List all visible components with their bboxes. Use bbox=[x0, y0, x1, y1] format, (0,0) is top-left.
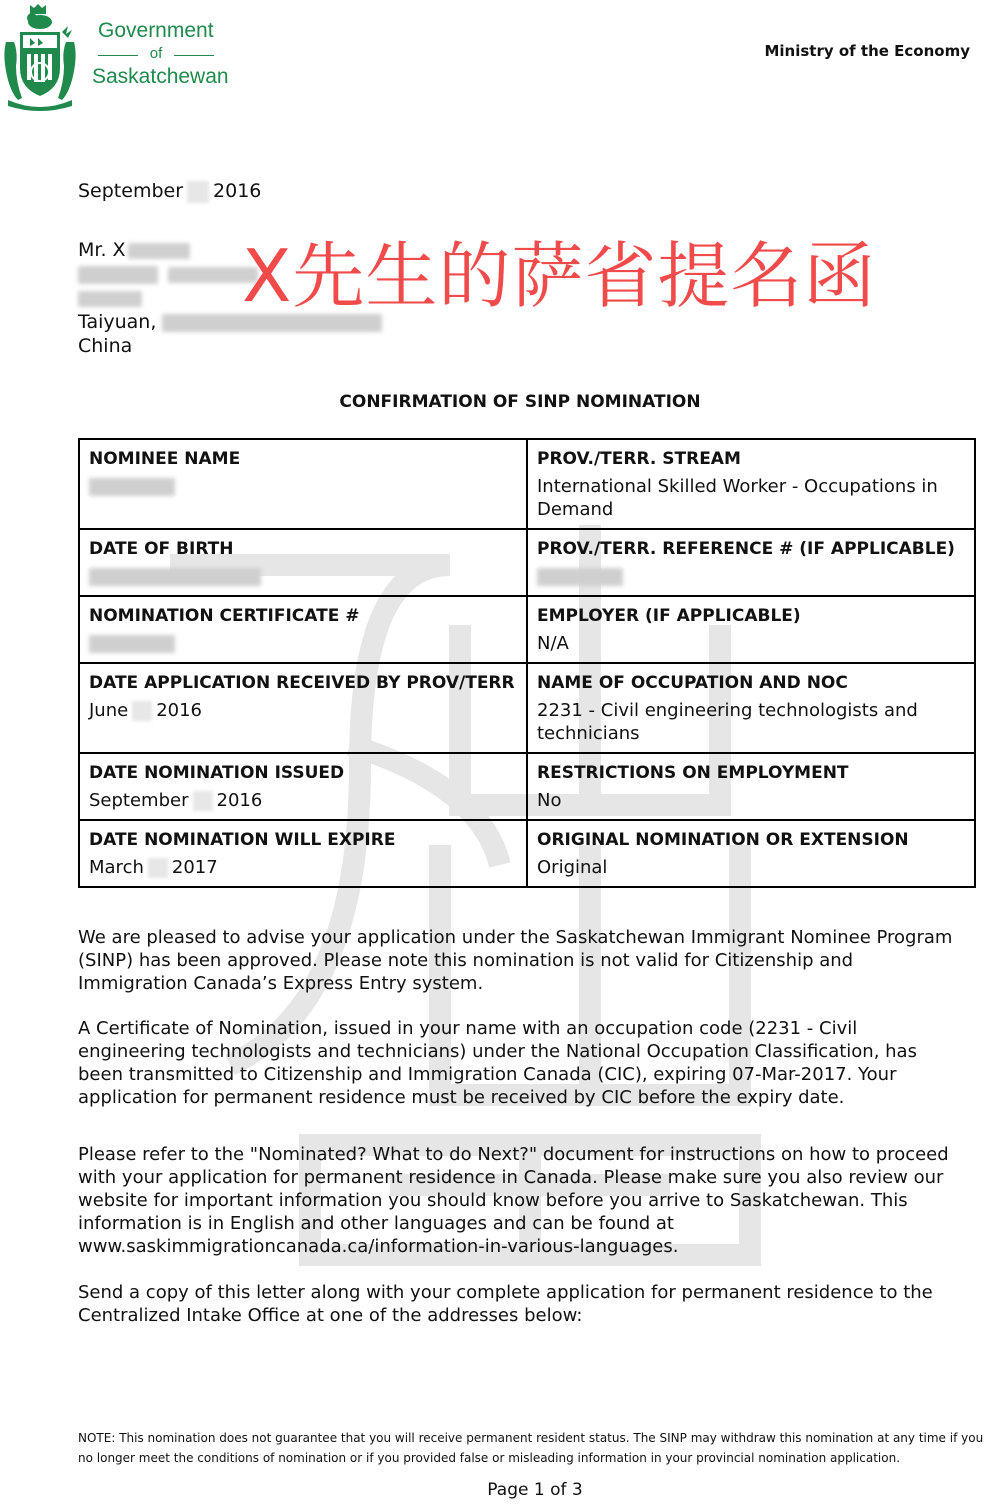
cell-stream bbox=[527, 439, 975, 529]
received-month: June bbox=[89, 700, 129, 721]
letter-date bbox=[78, 180, 261, 203]
cell-label: DATE APPLICATION RECEIVED BY PROV/TERR bbox=[89, 673, 515, 693]
document-title: CONFIRMATION OF SINP NOMINATION bbox=[339, 392, 701, 412]
wordmark-line3: Saskatchewan bbox=[92, 65, 229, 88]
expires-year: 2017 bbox=[171, 857, 218, 878]
table-row bbox=[79, 596, 975, 663]
redacted-name bbox=[128, 243, 190, 259]
paragraph-certificate: A Certificate of Nomination, issued in your name with an occupation code (2231 - Civil engineering technologists and technicians) under the National Occupation Classification, has been transmitted to Citizenship and Immigration Canada (CIC), expiring 07-Mar-2017. Your application for permanent residence must be received by CIC before the expiry date. bbox=[78, 1018, 917, 1108]
cell-value: No bbox=[537, 790, 562, 811]
paragraph-send-copy: Send a copy of this letter along with your complete application for permanent residence to the Centralized Intake Office at one of the addresses below: bbox=[78, 1282, 933, 1326]
recipient-country: China bbox=[78, 335, 133, 357]
issued-month: September bbox=[89, 790, 189, 811]
cell-nominee-name bbox=[79, 439, 527, 529]
issued-year: 2016 bbox=[216, 790, 263, 811]
nomination-details-table bbox=[78, 438, 976, 888]
redacted-dob bbox=[89, 568, 261, 586]
cell-label: NOMINATION CERTIFICATE # bbox=[89, 606, 360, 626]
letter-date-month: September bbox=[78, 180, 184, 202]
cell-value: International Skilled Worker - Occupations in Demand bbox=[537, 476, 938, 520]
redacted-address-3 bbox=[78, 291, 142, 307]
table-row bbox=[79, 529, 975, 596]
overlay-annotation: X先生的萨省提名函 bbox=[242, 234, 877, 318]
cell-label: PROV./TERR. STREAM bbox=[537, 449, 741, 469]
redacted-certificate bbox=[89, 635, 175, 653]
cell-label: RESTRICTIONS ON EMPLOYMENT bbox=[537, 763, 849, 783]
cell-value: N/A bbox=[537, 633, 569, 654]
received-year: 2016 bbox=[156, 700, 203, 721]
cell-expires bbox=[79, 820, 527, 887]
cell-employer bbox=[527, 596, 975, 663]
redacted-reference bbox=[537, 568, 623, 586]
cell-label: PROV./TERR. REFERENCE # (IF APPLICABLE) bbox=[537, 539, 955, 559]
cell-label: NOMINEE NAME bbox=[89, 449, 241, 469]
cell-issued bbox=[79, 753, 527, 820]
cell-restrictions bbox=[527, 753, 975, 820]
cell-label: ORIGINAL NOMINATION OR EXTENSION bbox=[537, 830, 909, 850]
redacted-address-1 bbox=[78, 266, 158, 284]
cell-occupation bbox=[527, 663, 975, 753]
table-row bbox=[79, 820, 975, 887]
cell-label: DATE OF BIRTH bbox=[89, 539, 234, 559]
page-number: Page 1 of 3 bbox=[487, 1480, 583, 1500]
paragraph-next-steps: Please refer to the "Nominated? What to do Next?" document for instructions on how to proceed with your application for permanent residence in Canada. Please make sure you also review our website for important information you should know before you arrive to Saskatchewan. This information is in English and other languages and can be found at www.saskimmigrationcanada.ca/information-in-various-languages. bbox=[78, 1144, 949, 1257]
redacted-day bbox=[187, 181, 209, 203]
cell-label: DATE NOMINATION WILL EXPIRE bbox=[89, 830, 396, 850]
saskatchewan-crest-icon bbox=[2, 2, 78, 112]
cell-value: 2231 - Civil engineering technologists and technicians bbox=[537, 700, 918, 744]
cell-label: DATE NOMINATION ISSUED bbox=[89, 763, 345, 783]
cell-dob bbox=[79, 529, 527, 596]
cell-certificate bbox=[79, 596, 527, 663]
government-wordmark bbox=[92, 18, 232, 90]
paragraph-approval: We are pleased to advise your application under the Saskatchewan Immigrant Nominee Program (SINP) has been approved. Please note this nomination is not valid for Citizenship and Immigration Canada’s Express Entry system. bbox=[78, 927, 953, 994]
table-row bbox=[79, 439, 975, 529]
cell-original bbox=[527, 820, 975, 887]
cell-label: NAME OF OCCUPATION AND NOC bbox=[537, 673, 848, 693]
ministry-name: Ministry of the Economy bbox=[764, 42, 970, 60]
redacted-nominee-name bbox=[89, 478, 175, 496]
wordmark-line2: of bbox=[98, 44, 214, 64]
recipient-salutation: Mr. X bbox=[78, 239, 126, 261]
wordmark-line1: Government bbox=[98, 19, 214, 42]
cell-value: Original bbox=[537, 857, 608, 878]
footer-note: NOTE: This nomination does not guarantee that you will receive permanent resident status. The SINP may withdraw this nomination at any time if you no longer meet the conditions of nomination or if you provided false or misleading information in your provincial nomination application. bbox=[78, 1431, 984, 1465]
redacted-day bbox=[148, 858, 168, 878]
expires-month: March bbox=[89, 857, 144, 878]
government-logo bbox=[2, 2, 232, 114]
cell-label: EMPLOYER (IF APPLICABLE) bbox=[537, 606, 801, 626]
recipient-city: Taiyuan, bbox=[78, 311, 157, 333]
cell-reference bbox=[527, 529, 975, 596]
redacted-day bbox=[132, 701, 152, 721]
redacted-day bbox=[193, 791, 213, 811]
table-row bbox=[79, 663, 975, 753]
table-row bbox=[79, 753, 975, 820]
cell-received bbox=[79, 663, 527, 753]
letter-date-year: 2016 bbox=[213, 180, 262, 202]
